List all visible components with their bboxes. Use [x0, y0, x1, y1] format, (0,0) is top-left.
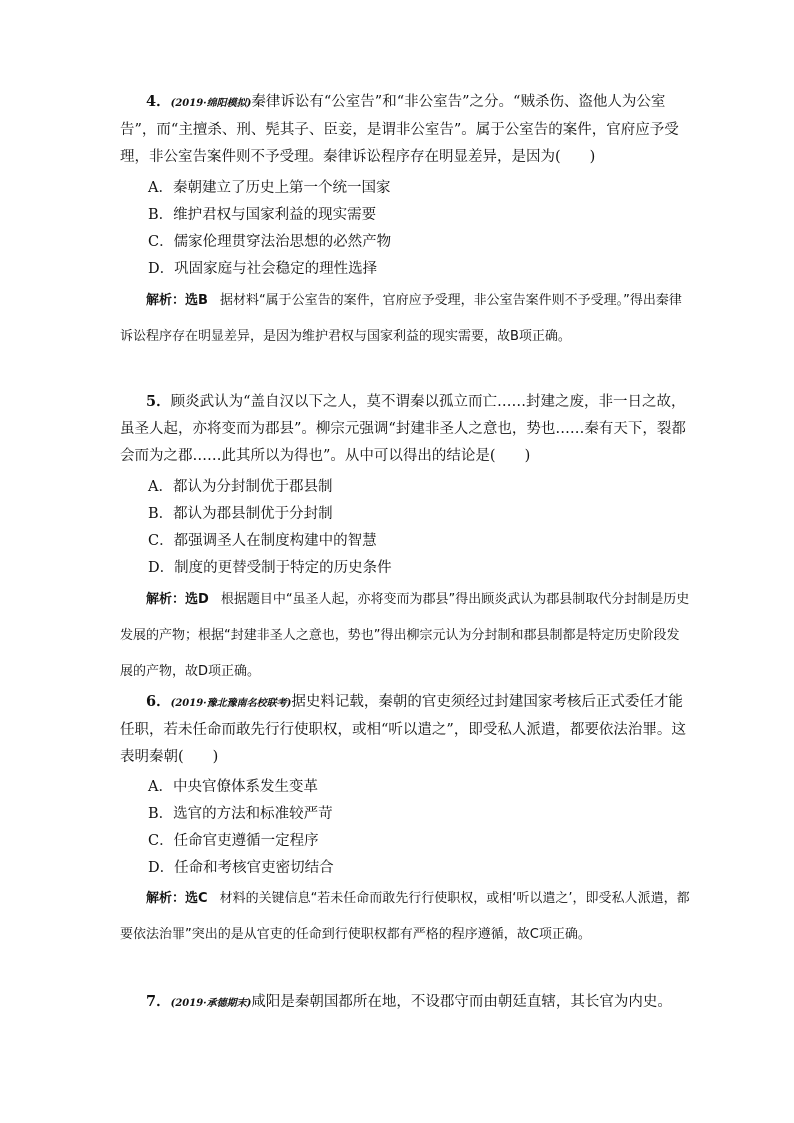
question-6-analysis: [120, 881, 692, 953]
question-4-option-b[interactable]: B．维护君权与国家利益的现实需要: [148, 207, 377, 223]
analysis-text: 据材料“属于公室告的案件，官府应予受理，非公室告案件则不予受理。”得出秦律诉讼程序存在明显差异，是因为维护君权与国家利益的现实需要，故B项正确。: [120, 293, 682, 344]
question-text: 顾炎武认为“盖自汉以下之人，莫不谓秦以孤立而亡……封建之废，非一日之故，虽圣人起，亦将变而为郡县”。柳宗元强调“封建非圣人之意也，势也……秦有天下，裂都会而为之郡……此其所以为得也”。从中可以得出的结论是( ): [120, 394, 686, 464]
question-6-option-a[interactable]: A．中央官僚体系发生变革: [148, 779, 318, 795]
question-number: 7．: [146, 993, 171, 1010]
question-5-analysis: [120, 582, 692, 690]
question-text: 秦律诉讼有“公室告”和“非公室告”之分。“贼杀伤、盗他人为公室告”，而“主擅杀、刑、髡其子、臣妾，是谓非公室告”。属于公室告的案件，官府应予受理，非公室告案件则不予受理。秦律诉讼程序存在明显差异，是因为( ): [120, 94, 679, 165]
question-5-option-b[interactable]: B．都认为郡县制优于分封制: [148, 506, 333, 522]
analysis-text: 根据题目中“虽圣人起，亦将变而为郡县”得出顾炎武认为郡县制取代分封制是历史发展的产物；根据“封建非圣人之意也，势也”得出柳宗元认为分封制和郡县制都是特定历史阶段发展的产物，故D项正确。: [120, 592, 690, 679]
question-source: (2019·豫北豫南名校联考): [170, 698, 292, 709]
question-4-option-a[interactable]: A．秦朝建立了历史上第一个统一国家: [148, 180, 391, 196]
question-text: 据史料记载，秦朝的官吏须经过封建国家考核后正式委任才能任职，若未任命而敢先行行使职权，或相“听以遣之”，即受私人派遣，都要依法治罪。这表明秦朝( ): [120, 694, 686, 765]
question-source: (2019·承德期末): [170, 998, 252, 1009]
question-6-option-d[interactable]: D．任命和考核官吏密切结合: [148, 860, 334, 876]
question-5-option-c[interactable]: C．都强调圣人在制度构建中的智慧: [148, 533, 377, 549]
question-4-analysis: [120, 283, 692, 355]
question-6-stem: [120, 688, 692, 771]
question-number: 4．: [146, 93, 171, 110]
question-5-option-d[interactable]: D．制度的更替受制于特定的历史条件: [148, 560, 392, 576]
analysis-label: 解析：: [146, 293, 186, 308]
analysis-text: 材料的关键信息“若未任命而敢先行行使职权，或相‘听以遣之’，即受私人派遣，都要依法治罪”突出的是从官吏的任命到行使职权都有严格的程序遵循，故C项正确。: [120, 891, 690, 942]
question-4-option-c[interactable]: C．儒家伦理贯穿法治思想的必然产物: [148, 234, 392, 250]
question-5-stem: [120, 388, 692, 470]
question-7-stem: [120, 988, 692, 1017]
question-6-option-c[interactable]: C．任命官吏遵循一定程序: [148, 833, 319, 849]
question-6-option-b[interactable]: B．选官的方法和标准较严苛: [148, 806, 333, 822]
analysis-answer: 选B: [185, 293, 208, 308]
question-4-stem: [120, 88, 692, 171]
analysis-label: 解析：: [146, 592, 186, 607]
question-source: (2019·绵阳模拟): [170, 98, 252, 109]
question-number: 5．: [146, 393, 171, 410]
question-4-option-d[interactable]: D．巩固家庭与社会稳定的理性选择: [148, 261, 378, 277]
question-number: 6．: [146, 693, 171, 710]
analysis-answer: 选D: [185, 592, 209, 607]
analysis-label: 解析：: [146, 891, 186, 906]
question-text: 咸阳是秦朝国都所在地，不设郡守而由朝廷直辖，其长官为内史。: [251, 994, 672, 1010]
analysis-answer: 选C: [185, 891, 208, 906]
question-5-option-a[interactable]: A．都认为分封制优于郡县制: [148, 479, 333, 495]
